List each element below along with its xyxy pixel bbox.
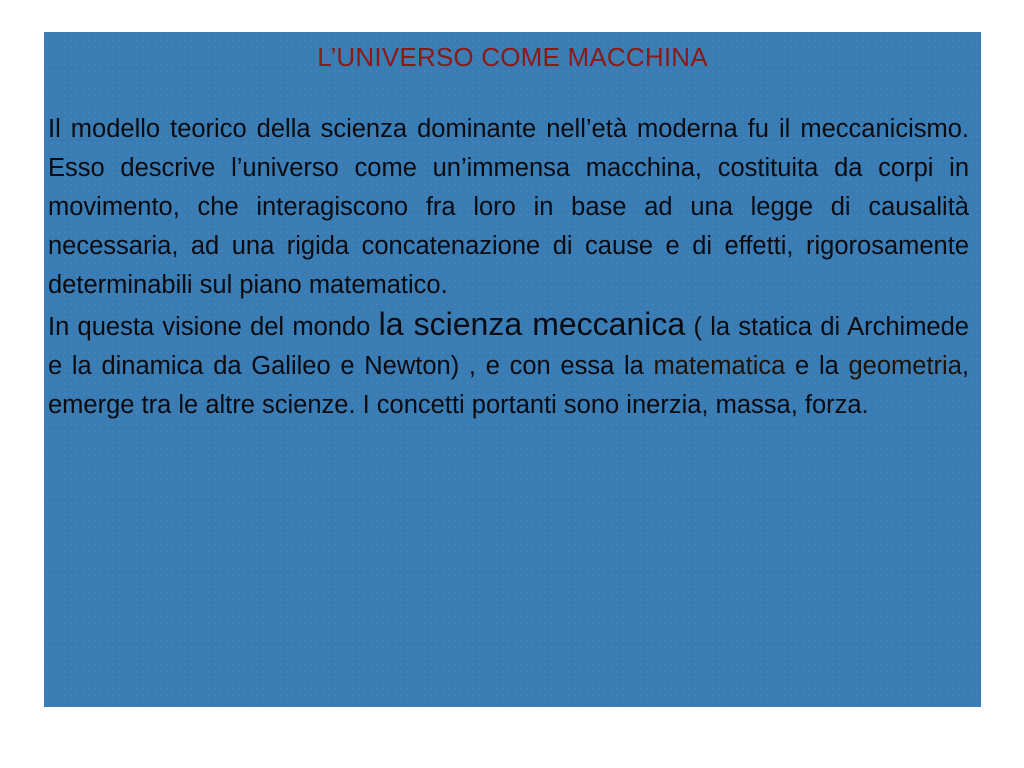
paragraph-scienza-meccanica: [48, 305, 969, 425]
scienza-meccanica-emphasis: la scienza meccanica: [378, 306, 686, 342]
paragraph-meccanicismo: Il modello teorico della scienza dominante nell’età moderna fu il meccanicismo. Esso descrive l’universo come un’immensa macchina, costituita da corpi in movimento, che interagiscono fra loro in base ad una legge di causalità necessaria, ad una rigida concatenazione di cause e di effetti, rigorosamente determinabili sul piano matematico.: [48, 115, 969, 299]
paragraph2-end: , emerge tra le altre scienze. I concetti portanti sono inerzia, massa, forza.: [48, 352, 969, 419]
paragraph2-connector: e la: [785, 352, 849, 380]
slide-body: [48, 110, 969, 425]
term-geometria: geometria: [848, 352, 962, 380]
paragraph2-intro: In questa visione del mondo: [48, 313, 379, 341]
slide: [44, 32, 981, 707]
paragraph2-middle: ( la statica di Archimede e la dinamica da Galileo e Newton) , e con essa la: [48, 313, 969, 380]
slide-title: L’UNIVERSO COME MACCHINA: [317, 42, 708, 72]
term-matematica: matematica: [653, 352, 786, 380]
